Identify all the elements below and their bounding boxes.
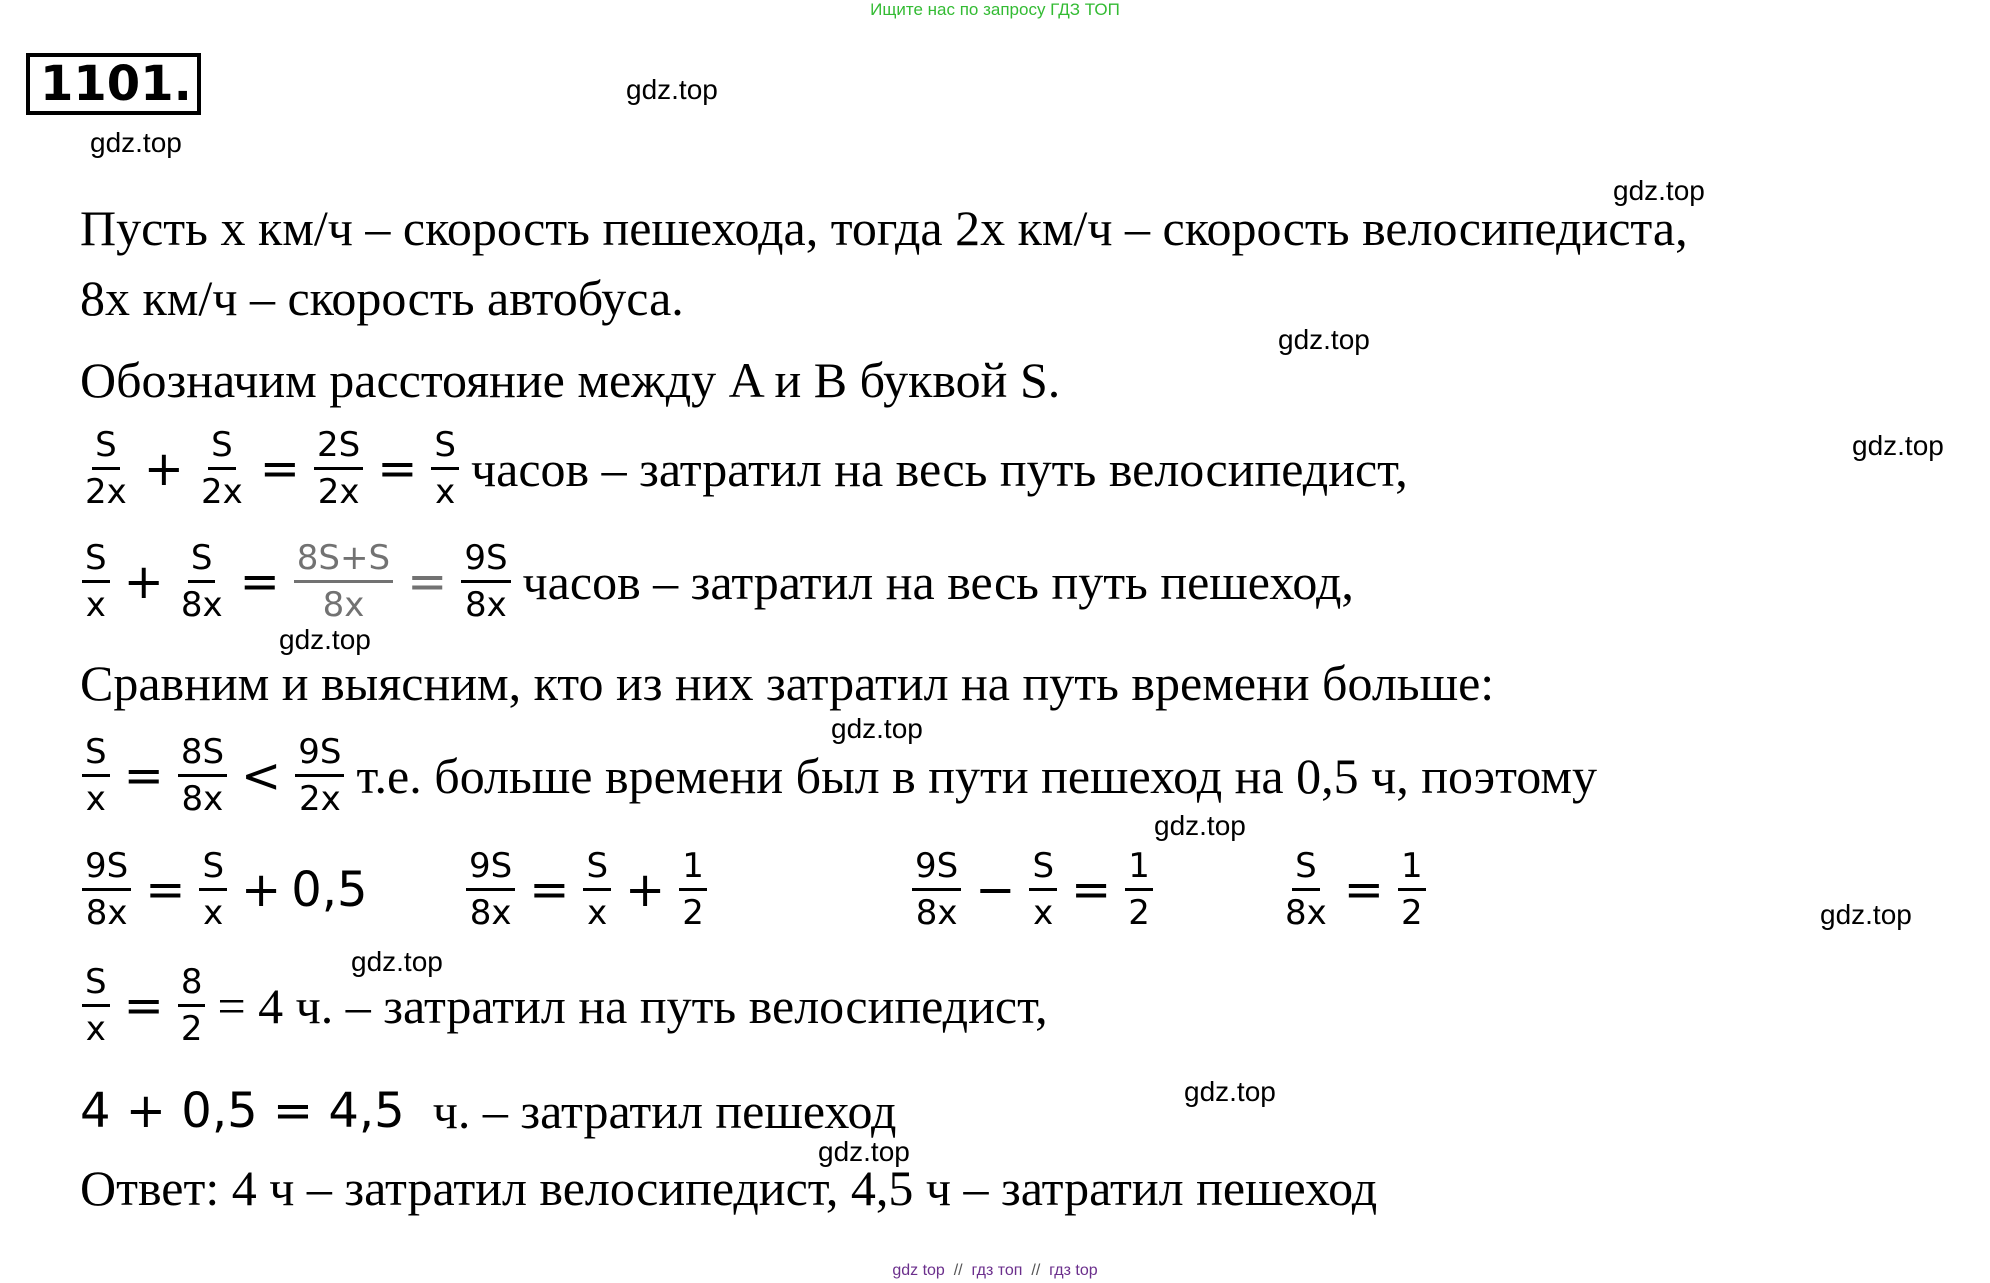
problem-number: 1101. (26, 53, 201, 115)
footer-link[interactable]: гдз top (1049, 1262, 1098, 1279)
fraction: $\frac{S}{2x}$ (85, 425, 127, 512)
fraction: $\frac{S}{x}$ (82, 732, 110, 819)
equation-solve-4: $\frac{S}{8x}$ = $\frac{1}{2}$ (1278, 846, 1430, 933)
watermark: gdz.top (818, 1136, 910, 1167)
fraction: $\frac{9S}{8x}$ (82, 846, 131, 933)
fraction: $\frac{S}{2x}$ (200, 425, 243, 512)
fraction: $\frac{9S}{8x}$ (912, 846, 961, 933)
fraction: $\frac{S}{x}$ (82, 962, 110, 1049)
equation-solve-2: $\frac{9S}{8x}$ = $\frac{S}{x}$ + $\frac{1}{2}$ (462, 846, 711, 933)
equation-pedestrian-time: $\frac{S}{x}$ + $\frac{S}{8x}$ = $\frac{8S+S}{8x}$ = $\frac{9S}{8x}$ часов – затратил на весь путь пешеход, (78, 538, 1354, 625)
fraction: $\frac{8S+S}{8x}$ (294, 538, 393, 625)
line-notation: Обозначим расстояние между A и B буквой S. (80, 352, 1061, 408)
fraction: $\frac{S}{x}$ (82, 538, 110, 625)
equation-compare: $\frac{S}{x}$ = $\frac{8S}{8x}$ < $\frac{9S}{2x}$ т.е. больше времени был в пути пешеход на 0,5 ч, поэтому (78, 732, 1597, 819)
line-compare: Сравним и выясним, кто из них затратил на путь времени больше: (80, 655, 1495, 711)
watermark: gdz.top (1613, 175, 1705, 206)
fraction: $\frac{S}{8x}$ (1285, 846, 1327, 933)
watermark: gdz.top (1184, 1076, 1276, 1107)
search-banner: Ищите нас по запросу ГДЗ ТОП (870, 0, 1120, 19)
line-setup-1: Пусть x км/ч – скорость пешехода, тогда 2x км/ч – скорость велосипедиста, (80, 200, 1688, 256)
watermark: gdz.top (351, 946, 443, 977)
equation-solve-3: $\frac{9S}{8x}$ − $\frac{S}{x}$ = $\frac{1}{2}$ (908, 846, 1157, 933)
fraction: $\frac{8S}{8x}$ (178, 732, 227, 819)
watermark: gdz.top (831, 713, 923, 744)
footer-link[interactable]: gdz top (892, 1262, 945, 1279)
fraction: $\frac{9S}{8x}$ (461, 538, 510, 625)
equation-pedestrian-result: 4 + 0,5 = 4,5 ч. – затратил пешеход (80, 1083, 897, 1139)
equation-cyclist-time: $\frac{S}{2x}$ + $\frac{S}{2x}$ = $\frac{2S}{2x}$ = $\frac{S}{x}$ часов – затратил на весь путь велосипедист, (78, 425, 1408, 512)
fraction: $\frac{S}{8x}$ (180, 538, 223, 625)
line-setup-2: 8x км/ч – скорость автобуса. (80, 270, 684, 326)
equation-caption: т.е. больше времени был в пути пешеход на 0,5 ч, поэтому (356, 747, 1597, 804)
watermark: gdz.top (1820, 899, 1912, 930)
watermark: gdz.top (90, 127, 182, 158)
fraction: $\frac{9S}{8x}$ (466, 846, 515, 933)
equation-solve-1: $\frac{9S}{8x}$ = $\frac{S}{x}$ + 0,5 (78, 846, 368, 933)
answer-line: Ответ: 4 ч – затратил велосипедист, 4,5 ч – затратил пешеход (80, 1160, 1378, 1216)
watermark: gdz.top (1278, 324, 1370, 355)
watermark: gdz.top (1852, 430, 1944, 461)
fraction: $\frac{2S}{2x}$ (314, 425, 363, 512)
equation-caption: = 4 ч. – затратил на путь велосипедист, (217, 977, 1048, 1034)
equation-caption: часов – затратил на весь путь велосипедист, (471, 440, 1408, 497)
fraction: $\frac{8}{2}$ (178, 962, 206, 1049)
fraction: $\frac{1}{2}$ (1398, 846, 1426, 933)
equation-caption: часов – затратил на весь путь пешеход, (522, 553, 1354, 610)
fraction: $\frac{S}{x}$ (431, 425, 459, 512)
fraction: $\frac{S}{x}$ (199, 846, 227, 933)
fraction: $\frac{S}{x}$ (583, 846, 611, 933)
fraction: $\frac{S}{x}$ (1029, 846, 1057, 933)
footer-link[interactable]: гдз топ (971, 1262, 1023, 1279)
fraction: $\frac{1}{2}$ (679, 846, 707, 933)
watermark: gdz.top (279, 624, 371, 655)
watermark: gdz.top (626, 74, 718, 105)
fraction: $\frac{1}{2}$ (1125, 846, 1153, 933)
equation-cyclist-result: $\frac{S}{x}$ = $\frac{8}{2}$ = 4 ч. – затратил на путь велосипедист, (78, 962, 1048, 1049)
fraction: $\frac{9S}{2x}$ (295, 732, 344, 819)
footer-links: gdz top // гдз топ // гдз top (892, 1262, 1098, 1279)
watermark: gdz.top (1154, 810, 1246, 841)
